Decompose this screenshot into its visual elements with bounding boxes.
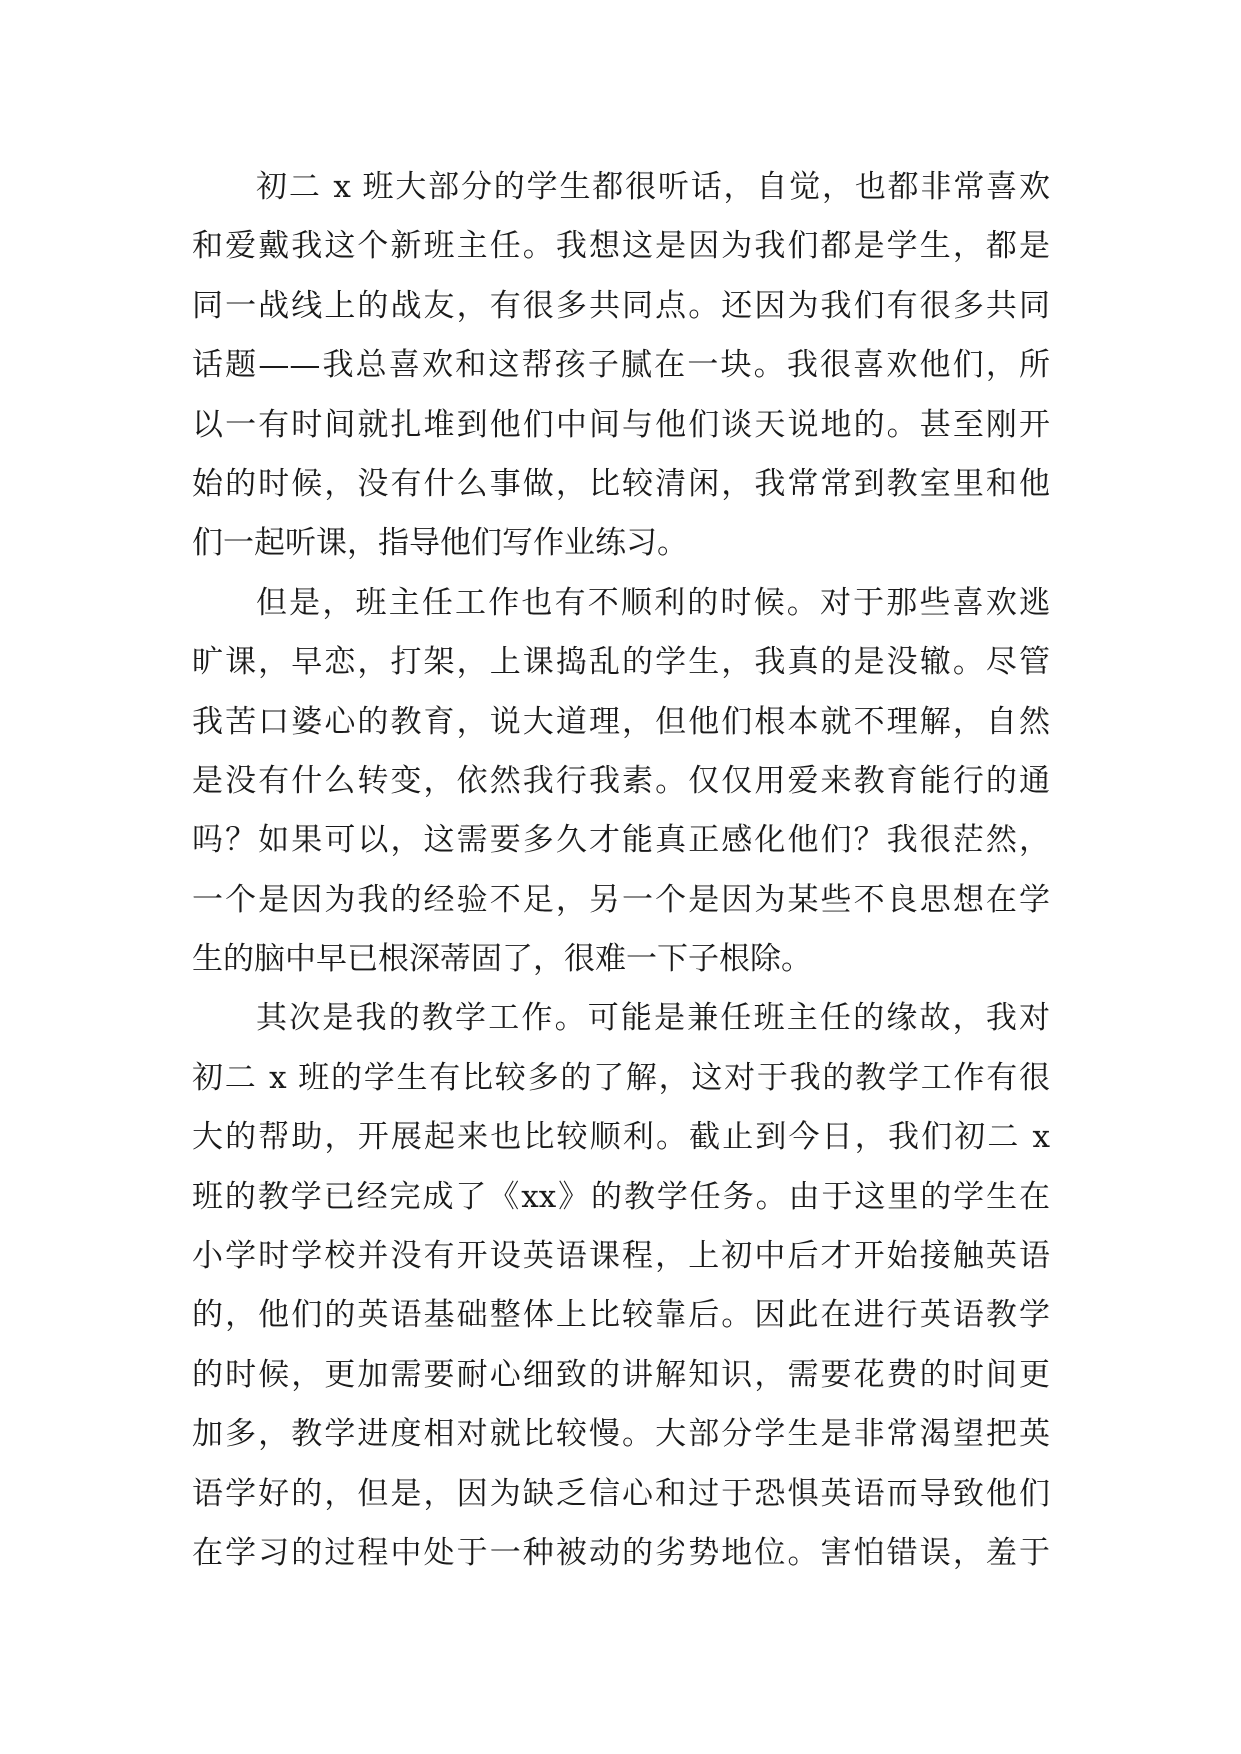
text-line: 的时候，更加需要耐心细致的讲解知识，需要花费的时间更	[192, 1356, 1050, 1393]
text-line: 其次是我的教学工作。可能是兼任班主任的缘故，我对	[256, 1000, 1050, 1037]
text-line: 小学时学校并没有开设英语课程，上初中后才开始接触英语	[192, 1238, 1050, 1275]
text-line: 一个是因为我的经验不足，另一个是因为某些不良思想在学	[192, 881, 1050, 918]
text-line: 始的时候，没有什么事做，比较清闲，我常常到教室里和他	[192, 465, 1050, 502]
paragraph-teaching-work	[192, 989, 1050, 1583]
text-line: 旷课，早恋，打架，上课捣乱的学生，我真的是没辙。尽管	[192, 644, 1050, 681]
paragraph-class-behavior	[192, 158, 1050, 574]
document-body	[192, 158, 1050, 1583]
text-line: 在学习的过程中处于一种被动的劣势地位。害怕错误，羞于	[192, 1534, 1050, 1571]
text-line: 和爱戴我这个新班主任。我想这是因为我们都是学生，都是	[192, 228, 1050, 265]
text-line: 但是，班主任工作也有不顺利的时候。对于那些喜欢逃	[256, 584, 1050, 621]
text-line: 生的脑中早已根深蒂固了，很难一下子根除。	[192, 941, 812, 978]
text-line: 初二 x 班大部分的学生都很听话，自觉，也都非常喜欢	[256, 169, 1050, 205]
text-line: 班的教学已经完成了《xx》的教学任务。由于这里的学生在	[192, 1178, 1050, 1215]
paragraph-difficulties	[192, 574, 1050, 990]
text-line: 加多，教学进度相对就比较慢。大部分学生是非常渴望把英	[192, 1416, 1050, 1453]
text-line: 我苦口婆心的教育，说大道理，但他们根本就不理解，自然	[192, 703, 1050, 740]
text-line: 大的帮助，开展起来也比较顺利。截止到今日，我们初二 x	[192, 1119, 1050, 1156]
text-line: 是没有什么转变，依然我行我素。仅仅用爱来教育能行的通	[192, 762, 1050, 799]
text-line: 吗？如果可以，这需要多久才能真正感化他们？我很茫然，	[192, 822, 1050, 859]
text-line: 语学好的，但是，因为缺乏信心和过于恐惧英语而导致他们	[192, 1475, 1050, 1512]
text-line: 的，他们的英语基础整体上比较靠后。因此在进行英语教学	[192, 1297, 1050, 1334]
text-line: 话题——我总喜欢和这帮孩子腻在一块。我很喜欢他们，所	[192, 347, 1050, 384]
text-line: 以一有时间就扎堆到他们中间与他们谈天说地的。甚至刚开	[192, 406, 1050, 443]
text-line: 初二 x 班的学生有比较多的了解，这对于我的教学工作有很	[192, 1059, 1050, 1096]
text-line: 同一战线上的战友，有很多共同点。还因为我们有很多共同	[192, 287, 1050, 324]
text-line: 们一起听课，指导他们写作业练习。	[192, 525, 688, 562]
